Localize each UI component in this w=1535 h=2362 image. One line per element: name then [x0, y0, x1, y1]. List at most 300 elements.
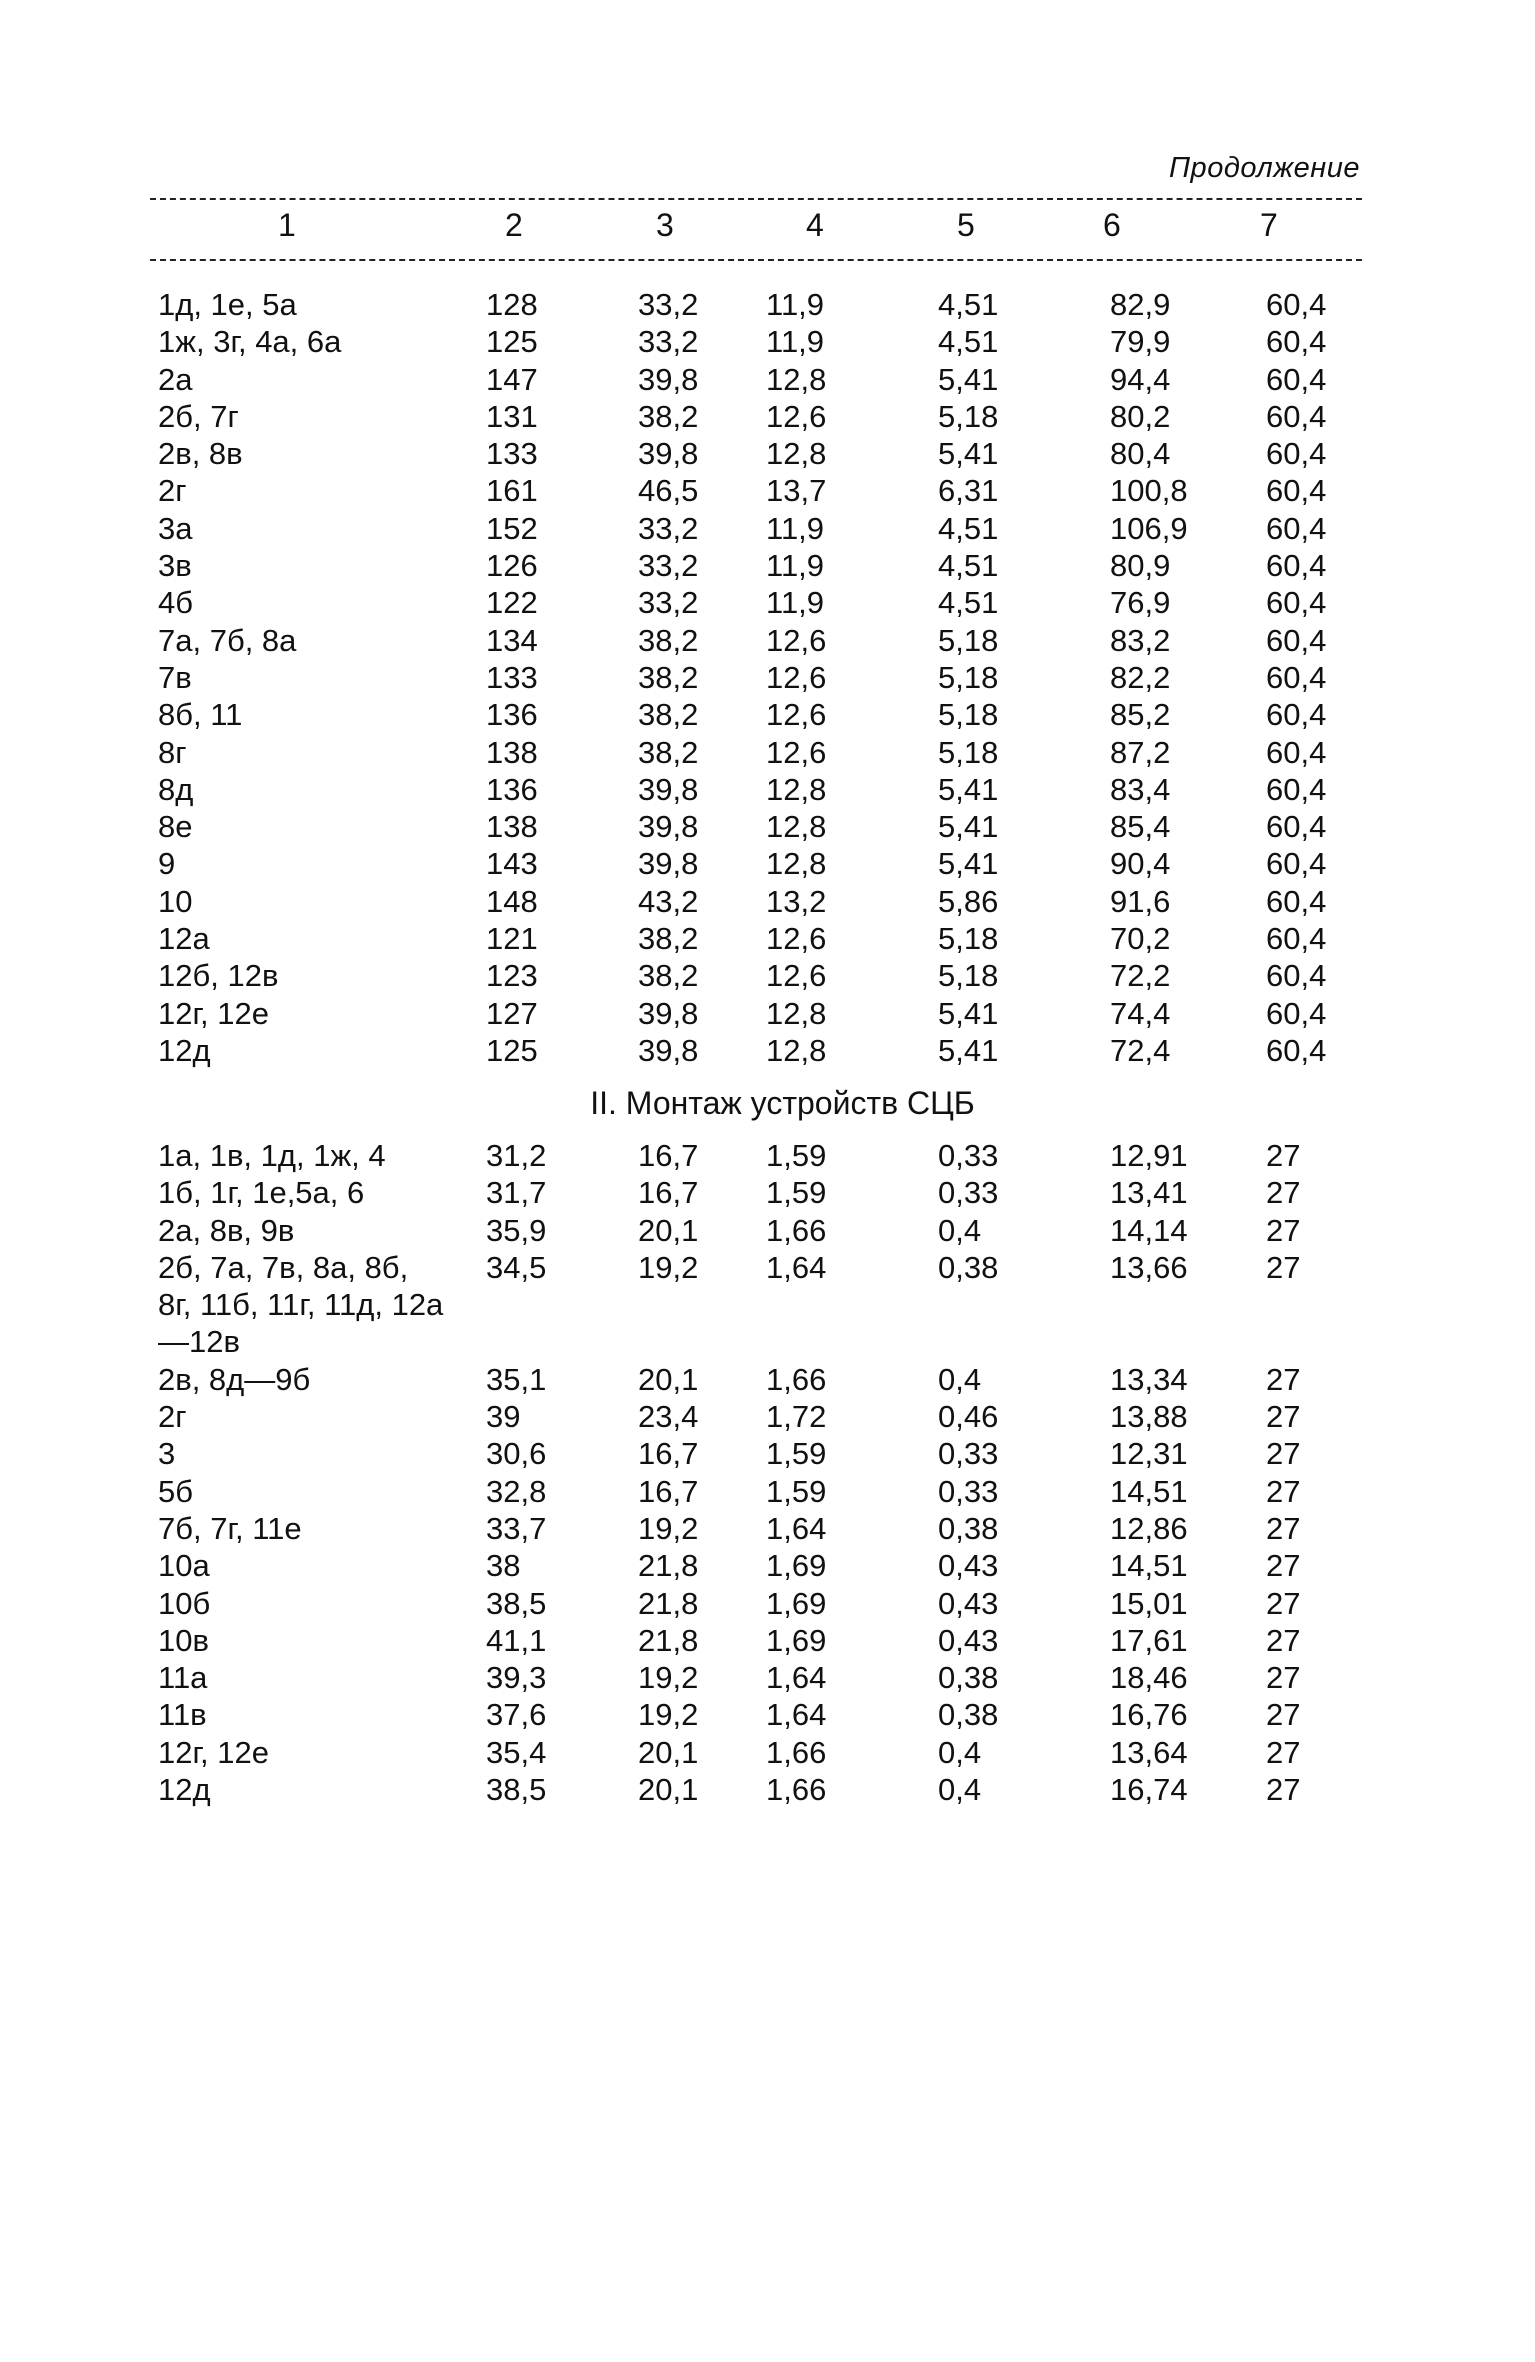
table-cell-col-5: 5,18	[938, 921, 999, 957]
table-cell-col-6: 13,66	[1110, 1249, 1188, 1285]
table-cell-col-7: 27	[1266, 1436, 1301, 1472]
table-cell-col-5: 4,51	[938, 548, 999, 584]
table-cell-col-3: 46,5	[638, 473, 699, 509]
table-cell-col-6: 17,61	[1110, 1622, 1188, 1658]
table-cell-col-1: 7а, 7б, 8а	[158, 622, 297, 658]
table-cell-col-3: 19,2	[638, 1510, 699, 1546]
table-cell-col-6: 106,9	[1110, 510, 1188, 546]
table-cell-col-6: 12,91	[1110, 1138, 1188, 1173]
table-cell-col-7: 60,4	[1266, 958, 1327, 994]
table-cell-col-2: 35,9	[486, 1212, 547, 1248]
table-cell-col-3: 33,2	[638, 548, 699, 584]
table-cell-col-2: 39	[486, 1399, 521, 1435]
table-cell-col-3: 38,2	[638, 958, 699, 994]
table-cell-col-3: 19,2	[638, 1249, 699, 1285]
table-cell-col-3: 38,2	[638, 921, 699, 957]
table-cell-col-1: 8г	[158, 734, 187, 770]
table-cell-col-1: 11а	[158, 1660, 208, 1696]
table-cell-col-6: 100,8	[1110, 473, 1188, 509]
table-cell-col-6: 13,41	[1110, 1175, 1188, 1211]
table-cell-col-3: 16,7	[638, 1138, 699, 1173]
column-header-row	[0, 207, 1535, 251]
table-row	[0, 1585, 1535, 1622]
table-cell-col-7: 27	[1266, 1212, 1301, 1248]
table-cell-col-2: 131	[486, 398, 538, 434]
table-cell-col-3: 21,8	[638, 1548, 699, 1584]
table-cell-col-6: 85,2	[1110, 697, 1171, 733]
table-cell-col-3: 39,8	[638, 436, 699, 472]
table-cell-col-2: 38	[486, 1548, 521, 1584]
table-cell-col-7: 27	[1266, 1510, 1301, 1546]
table-cell-col-3: 39,8	[638, 1032, 699, 1068]
table-cell-col-2: 133	[486, 659, 538, 695]
table-cell-col-6: 16,76	[1110, 1697, 1188, 1733]
table-cell-col-1: 7б, 7г, 11е	[158, 1510, 302, 1546]
table-cell-col-1: 7в	[158, 659, 192, 695]
table-cell-col-5: 5,41	[938, 846, 999, 882]
table-row	[0, 1137, 1535, 1174]
table-cell-col-6: 82,9	[1110, 287, 1171, 322]
table-cell-col-1: 9	[158, 846, 176, 882]
table-cell-col-6: 85,4	[1110, 809, 1171, 845]
table-cell-col-1: 12г, 12е	[158, 995, 269, 1031]
table-cell-col-3: 33,2	[638, 585, 699, 621]
table-cell-col-4: 12,6	[766, 921, 827, 957]
table-cell-col-3: 39,8	[638, 995, 699, 1031]
table-cell-col-3: 20,1	[638, 1361, 699, 1397]
table-cell-col-1: 12д	[158, 1772, 211, 1808]
table-cell-col-6: 94,4	[1110, 361, 1171, 397]
table-row	[0, 883, 1535, 920]
table-row	[0, 1547, 1535, 1584]
table-row	[0, 1174, 1535, 1211]
table-cell-col-5: 0,43	[938, 1622, 999, 1658]
table-cell-col-5: 0,4	[938, 1361, 982, 1397]
table-cell-col-4: 13,7	[766, 473, 827, 509]
table-cell-col-3: 21,8	[638, 1585, 699, 1621]
table-cell-col-7: 60,4	[1266, 287, 1327, 322]
table-cell-col-4: 1,64	[766, 1660, 827, 1696]
table-row	[0, 995, 1535, 1032]
table-cell-col-5: 0,46	[938, 1399, 999, 1435]
table-cell-col-7: 60,4	[1266, 473, 1327, 509]
table-cell-col-5: 5,18	[938, 958, 999, 994]
table-cell-col-3: 20,1	[638, 1772, 699, 1808]
table-cell-col-1: 10а	[158, 1548, 210, 1584]
table-cell-col-4: 12,6	[766, 622, 827, 658]
table-cell-col-4: 13,2	[766, 883, 827, 919]
table-cell-col-6: 70,2	[1110, 921, 1171, 957]
table-cell-col-1: 1а, 1в, 1д, 1ж, 4	[158, 1138, 386, 1173]
table-cell-col-5: 0,38	[938, 1510, 999, 1546]
table-row	[0, 1435, 1535, 1472]
table-cell-col-7: 27	[1266, 1249, 1301, 1285]
table-cell-col-1: 12д	[158, 1032, 211, 1068]
table-cell-col-2: 143	[486, 846, 538, 882]
column-header-2: 2	[505, 207, 523, 243]
table-cell-col-5: 5,86	[938, 883, 999, 919]
table-cell-col-7: 27	[1266, 1361, 1301, 1397]
table-cell-col-3: 33,2	[638, 324, 699, 360]
table-cell-col-5: 0,4	[938, 1772, 982, 1808]
table-cell-col-4: 1,69	[766, 1548, 827, 1584]
table-cell-col-2: 122	[486, 585, 538, 621]
table-cell-col-5: 0,38	[938, 1660, 999, 1696]
table-cell-col-5: 5,41	[938, 1032, 999, 1068]
table-cell-col-4: 11,9	[766, 510, 825, 546]
table-cell-col-1: 1д, 1е, 5а	[158, 287, 297, 322]
table-cell-col-1: 12б, 12в	[158, 958, 279, 994]
table-cell-col-2: 38,5	[486, 1772, 547, 1808]
table-cell-col-1: 3в	[158, 548, 192, 584]
table-cell-col-7: 27	[1266, 1622, 1301, 1658]
table-cell-col-7: 27	[1266, 1697, 1301, 1733]
table-cell-col-7: 27	[1266, 1138, 1301, 1173]
table-cell-col-1: 2а	[158, 361, 193, 397]
table-cell-col-6: 12,31	[1110, 1436, 1188, 1472]
table-cell-col-7: 60,4	[1266, 324, 1327, 360]
table-cell-col-7: 60,4	[1266, 585, 1327, 621]
table-cell-col-7: 27	[1266, 1548, 1301, 1584]
table-cell-col-4: 1,59	[766, 1473, 827, 1509]
table-cell-col-4: 1,69	[766, 1585, 827, 1621]
table-cell-col-5: 4,51	[938, 287, 999, 322]
table-cell-col-2: 33,7	[486, 1510, 547, 1546]
table-cell-col-4: 1,59	[766, 1175, 827, 1211]
table-cell-col-1: 12а	[158, 921, 210, 957]
table-cell-col-5: 5,18	[938, 622, 999, 658]
table-cell-col-4: 1,72	[766, 1399, 827, 1435]
table-cell-col-3: 43,2	[638, 883, 699, 919]
table-cell-col-5: 0,33	[938, 1175, 999, 1211]
table-cell-col-6: 15,01	[1110, 1585, 1188, 1621]
table-cell-col-2: 161	[486, 473, 538, 509]
column-header-3: 3	[656, 207, 674, 243]
table-cell-col-5: 4,51	[938, 324, 999, 360]
table-cell-col-6: 82,2	[1110, 659, 1171, 695]
table-row	[0, 472, 1535, 509]
table-cell-col-7: 27	[1266, 1399, 1301, 1435]
section-1-table	[0, 286, 1535, 1069]
table-row	[0, 1398, 1535, 1435]
table-cell-col-6: 79,9	[1110, 324, 1171, 360]
table-cell-col-1: 4б	[158, 585, 193, 621]
table-cell-col-6: 83,4	[1110, 771, 1171, 807]
table-row	[0, 1032, 1535, 1069]
table-cell-col-7: 60,4	[1266, 398, 1327, 434]
table-row	[0, 957, 1535, 994]
table-cell-col-1: 2г	[158, 1399, 187, 1435]
table-cell-col-2: 31,7	[486, 1175, 547, 1211]
table-cell-col-2: 31,2	[486, 1138, 547, 1173]
table-cell-col-1: 1ж, 3г, 4а, 6а	[158, 324, 342, 360]
table-cell-col-7: 60,4	[1266, 883, 1327, 919]
table-cell-col-4: 11,9	[766, 548, 825, 584]
table-cell-col-3: 38,2	[638, 697, 699, 733]
table-cell-col-4: 1,59	[766, 1436, 827, 1472]
table-cell-col-5: 0,33	[938, 1473, 999, 1509]
column-header-5: 5	[957, 207, 975, 243]
table-cell-col-2: 125	[486, 1032, 538, 1068]
table-cell-col-4: 1,66	[766, 1734, 827, 1770]
table-cell-col-6: 14,51	[1110, 1548, 1188, 1584]
table-cell-col-1: 2а, 8в, 9в	[158, 1212, 295, 1248]
table-cell-col-1: 3а	[158, 510, 193, 546]
table-cell-col-2: 126	[486, 548, 538, 584]
table-cell-col-2: 37,6	[486, 1697, 547, 1733]
table-cell-col-4: 1,64	[766, 1697, 827, 1733]
table-cell-col-1: 1б, 1г, 1е,5а, 6	[158, 1175, 365, 1211]
table-cell-col-2: 125	[486, 324, 538, 360]
section-2-title: II. Монтаж устройств СЦБ	[590, 1085, 975, 1121]
table-cell-col-1: 3	[158, 1436, 176, 1472]
table-row	[0, 622, 1535, 659]
table-cell-col-5: 5,18	[938, 659, 999, 695]
table-row	[0, 1473, 1535, 1510]
table-cell-col-2: 35,4	[486, 1734, 547, 1770]
table-cell-col-2: 152	[486, 510, 538, 546]
table-cell-col-2: 134	[486, 622, 538, 658]
table-cell-col-4: 1,64	[766, 1249, 827, 1285]
table-cell-col-7: 60,4	[1266, 809, 1327, 845]
table-cell-col-3: 39,8	[638, 809, 699, 845]
table-cell-col-7: 27	[1266, 1660, 1301, 1696]
table-cell-col-5: 4,51	[938, 585, 999, 621]
column-header-6: 6	[1103, 207, 1121, 243]
table-cell-col-3: 16,7	[638, 1473, 699, 1509]
table-cell-col-7: 60,4	[1266, 921, 1327, 957]
table-cell-col-1: 2б, 7а, 7в, 8а, 8б, 8г, 11б, 11г, 11д, 12а—12в	[158, 1249, 444, 1360]
table-cell-col-4: 12,8	[766, 771, 827, 807]
table-cell-col-1: 2г	[158, 473, 187, 509]
table-cell-col-7: 60,4	[1266, 361, 1327, 397]
table-cell-col-4: 12,8	[766, 436, 827, 472]
table-cell-col-6: 16,74	[1110, 1772, 1188, 1808]
table-cell-col-7: 27	[1266, 1734, 1301, 1770]
table-cell-col-5: 0,33	[938, 1138, 999, 1173]
table-cell-col-5: 0,43	[938, 1585, 999, 1621]
table-cell-col-4: 11,9	[766, 324, 825, 360]
table-cell-col-2: 136	[486, 771, 538, 807]
table-row	[0, 845, 1535, 882]
table-cell-col-2: 32,8	[486, 1473, 547, 1509]
table-cell-col-7: 60,4	[1266, 697, 1327, 733]
table-cell-col-3: 33,2	[638, 287, 699, 322]
table-cell-col-2: 138	[486, 734, 538, 770]
table-cell-col-3: 16,7	[638, 1175, 699, 1211]
table-cell-col-5: 0,4	[938, 1212, 982, 1248]
table-cell-col-6: 87,2	[1110, 734, 1171, 770]
table-cell-col-7: 60,4	[1266, 995, 1327, 1031]
table-cell-col-6: 13,88	[1110, 1399, 1188, 1435]
table-row	[0, 435, 1535, 472]
table-cell-col-7: 60,4	[1266, 659, 1327, 695]
table-row	[0, 1771, 1535, 1808]
table-cell-col-5: 5,18	[938, 697, 999, 733]
table-cell-col-6: 80,2	[1110, 398, 1171, 434]
table-cell-col-6: 13,34	[1110, 1361, 1188, 1397]
table-cell-col-5: 0,33	[938, 1436, 999, 1472]
table-cell-col-2: 38,5	[486, 1585, 547, 1621]
table-cell-col-4: 12,6	[766, 398, 827, 434]
table-cell-col-7: 27	[1266, 1772, 1301, 1808]
table-cell-col-2: 138	[486, 809, 538, 845]
table-cell-col-6: 74,4	[1110, 995, 1171, 1031]
table-cell-col-2: 148	[486, 883, 538, 919]
table-cell-col-3: 16,7	[638, 1436, 699, 1472]
table-row	[0, 398, 1535, 435]
table-cell-col-5: 0,38	[938, 1249, 999, 1285]
table-cell-col-6: 76,9	[1110, 585, 1171, 621]
table-row	[0, 323, 1535, 360]
table-cell-col-6: 72,2	[1110, 958, 1171, 994]
table-cell-col-3: 38,2	[638, 734, 699, 770]
table-cell-col-2: 133	[486, 436, 538, 472]
table-cell-col-4: 1,66	[766, 1361, 827, 1397]
table-row	[0, 1622, 1535, 1659]
table-cell-col-6: 72,4	[1110, 1032, 1171, 1068]
table-cell-col-5: 5,41	[938, 771, 999, 807]
table-row	[0, 1659, 1535, 1696]
table-cell-col-4: 11,9	[766, 585, 825, 621]
table-cell-col-1: 2б, 7г	[158, 398, 239, 434]
table-cell-col-4: 1,59	[766, 1138, 827, 1173]
table-cell-col-3: 38,2	[638, 398, 699, 434]
table-cell-col-3: 20,1	[638, 1734, 699, 1770]
table-row	[0, 547, 1535, 584]
table-cell-col-5: 5,41	[938, 436, 999, 472]
table-cell-col-3: 39,8	[638, 771, 699, 807]
table-cell-col-6: 14,14	[1110, 1212, 1188, 1248]
table-cell-col-5: 5,18	[938, 398, 999, 434]
table-cell-col-4: 12,8	[766, 1032, 827, 1068]
table-cell-col-4: 12,8	[766, 361, 827, 397]
table-cell-col-4: 11,9	[766, 287, 825, 322]
table-cell-col-2: 35,1	[486, 1361, 547, 1397]
table-cell-col-4: 12,6	[766, 659, 827, 695]
continuation-label: Продолжение	[1169, 152, 1360, 184]
table-cell-col-6: 14,51	[1110, 1473, 1188, 1509]
table-row	[0, 361, 1535, 398]
table-cell-col-3: 33,2	[638, 510, 699, 546]
table-cell-col-1: 5б	[158, 1473, 193, 1509]
table-cell-col-7: 27	[1266, 1473, 1301, 1509]
table-cell-col-6: 13,64	[1110, 1734, 1188, 1770]
table-row	[0, 584, 1535, 621]
table-cell-col-1: 10б	[158, 1585, 211, 1621]
header-top-rule	[150, 198, 1362, 200]
table-row	[0, 1249, 1535, 1361]
table-cell-col-2: 39,3	[486, 1660, 547, 1696]
table-cell-col-1: 8б, 11	[158, 697, 243, 733]
table-cell-col-3: 19,2	[638, 1660, 699, 1696]
table-cell-col-4: 1,66	[766, 1212, 827, 1248]
table-cell-col-4: 1,64	[766, 1510, 827, 1546]
table-row	[0, 1734, 1535, 1771]
table-cell-col-1: 8д	[158, 771, 194, 807]
table-cell-col-1: 2в, 8в	[158, 436, 243, 472]
table-cell-col-2: 127	[486, 995, 538, 1031]
table-cell-col-2: 30,6	[486, 1436, 547, 1472]
table-cell-col-6: 83,2	[1110, 622, 1171, 658]
table-cell-col-7: 60,4	[1266, 436, 1327, 472]
table-cell-col-5: 4,51	[938, 510, 999, 546]
table-row	[0, 808, 1535, 845]
table-row	[0, 771, 1535, 808]
table-cell-col-1: 12г, 12е	[158, 1734, 269, 1770]
table-cell-col-6: 18,46	[1110, 1660, 1188, 1696]
header-bottom-rule	[150, 259, 1362, 261]
table-cell-col-3: 38,2	[638, 622, 699, 658]
table-cell-col-7: 60,4	[1266, 1032, 1327, 1068]
table-cell-col-3: 39,8	[638, 361, 699, 397]
table-cell-col-6: 80,9	[1110, 548, 1171, 584]
table-row	[0, 659, 1535, 696]
table-cell-col-5: 5,41	[938, 361, 999, 397]
table-cell-col-2: 41,1	[486, 1622, 547, 1658]
table-cell-col-4: 1,66	[766, 1772, 827, 1808]
table-cell-col-3: 20,1	[638, 1212, 699, 1248]
table-cell-col-7: 60,4	[1266, 622, 1327, 658]
table-cell-col-2: 34,5	[486, 1249, 547, 1285]
table-cell-col-7: 60,4	[1266, 846, 1327, 882]
table-cell-col-5: 0,43	[938, 1548, 999, 1584]
table-cell-col-4: 12,8	[766, 809, 827, 845]
table-row	[0, 286, 1535, 323]
table-row	[0, 510, 1535, 547]
table-cell-col-3: 39,8	[638, 846, 699, 882]
table-cell-col-7: 60,4	[1266, 734, 1327, 770]
table-cell-col-4: 12,8	[766, 846, 827, 882]
column-header-1: 1	[278, 207, 296, 243]
table-cell-col-3: 23,4	[638, 1399, 699, 1435]
table-cell-col-5: 5,41	[938, 809, 999, 845]
table-cell-col-7: 27	[1266, 1175, 1301, 1211]
table-cell-col-3: 21,8	[638, 1622, 699, 1658]
table-cell-col-6: 80,4	[1110, 436, 1171, 472]
table-cell-col-5: 0,38	[938, 1697, 999, 1733]
table-cell-col-4: 12,6	[766, 734, 827, 770]
table-cell-col-4: 12,6	[766, 958, 827, 994]
table-cell-col-6: 91,6	[1110, 883, 1171, 919]
table-cell-col-2: 147	[486, 361, 538, 397]
table-cell-col-1: 10в	[158, 1622, 209, 1658]
table-cell-col-7: 27	[1266, 1585, 1301, 1621]
column-header-7: 7	[1260, 207, 1278, 243]
table-cell-col-4: 12,8	[766, 995, 827, 1031]
table-cell-col-6: 12,86	[1110, 1510, 1188, 1546]
table-cell-col-7: 60,4	[1266, 771, 1327, 807]
table-row	[0, 1212, 1535, 1249]
table-cell-col-2: 128	[486, 287, 538, 322]
table-cell-col-5: 5,18	[938, 734, 999, 770]
table-cell-col-4: 12,6	[766, 697, 827, 733]
table-cell-col-1: 8е	[158, 809, 193, 845]
table-cell-col-5: 0,4	[938, 1734, 982, 1770]
table-row	[0, 1361, 1535, 1398]
table-cell-col-1: 2в, 8д—9б	[158, 1361, 311, 1397]
section-2-table	[0, 1137, 1535, 1808]
table-cell-col-3: 19,2	[638, 1697, 699, 1733]
table-row	[0, 734, 1535, 771]
table-row	[0, 1696, 1535, 1733]
table-cell-col-2: 136	[486, 697, 538, 733]
table-cell-col-5: 6,31	[938, 473, 999, 509]
table-cell-col-2: 123	[486, 958, 538, 994]
column-header-4: 4	[806, 207, 824, 243]
table-row	[0, 1510, 1535, 1547]
table-cell-col-1: 10	[158, 883, 193, 919]
